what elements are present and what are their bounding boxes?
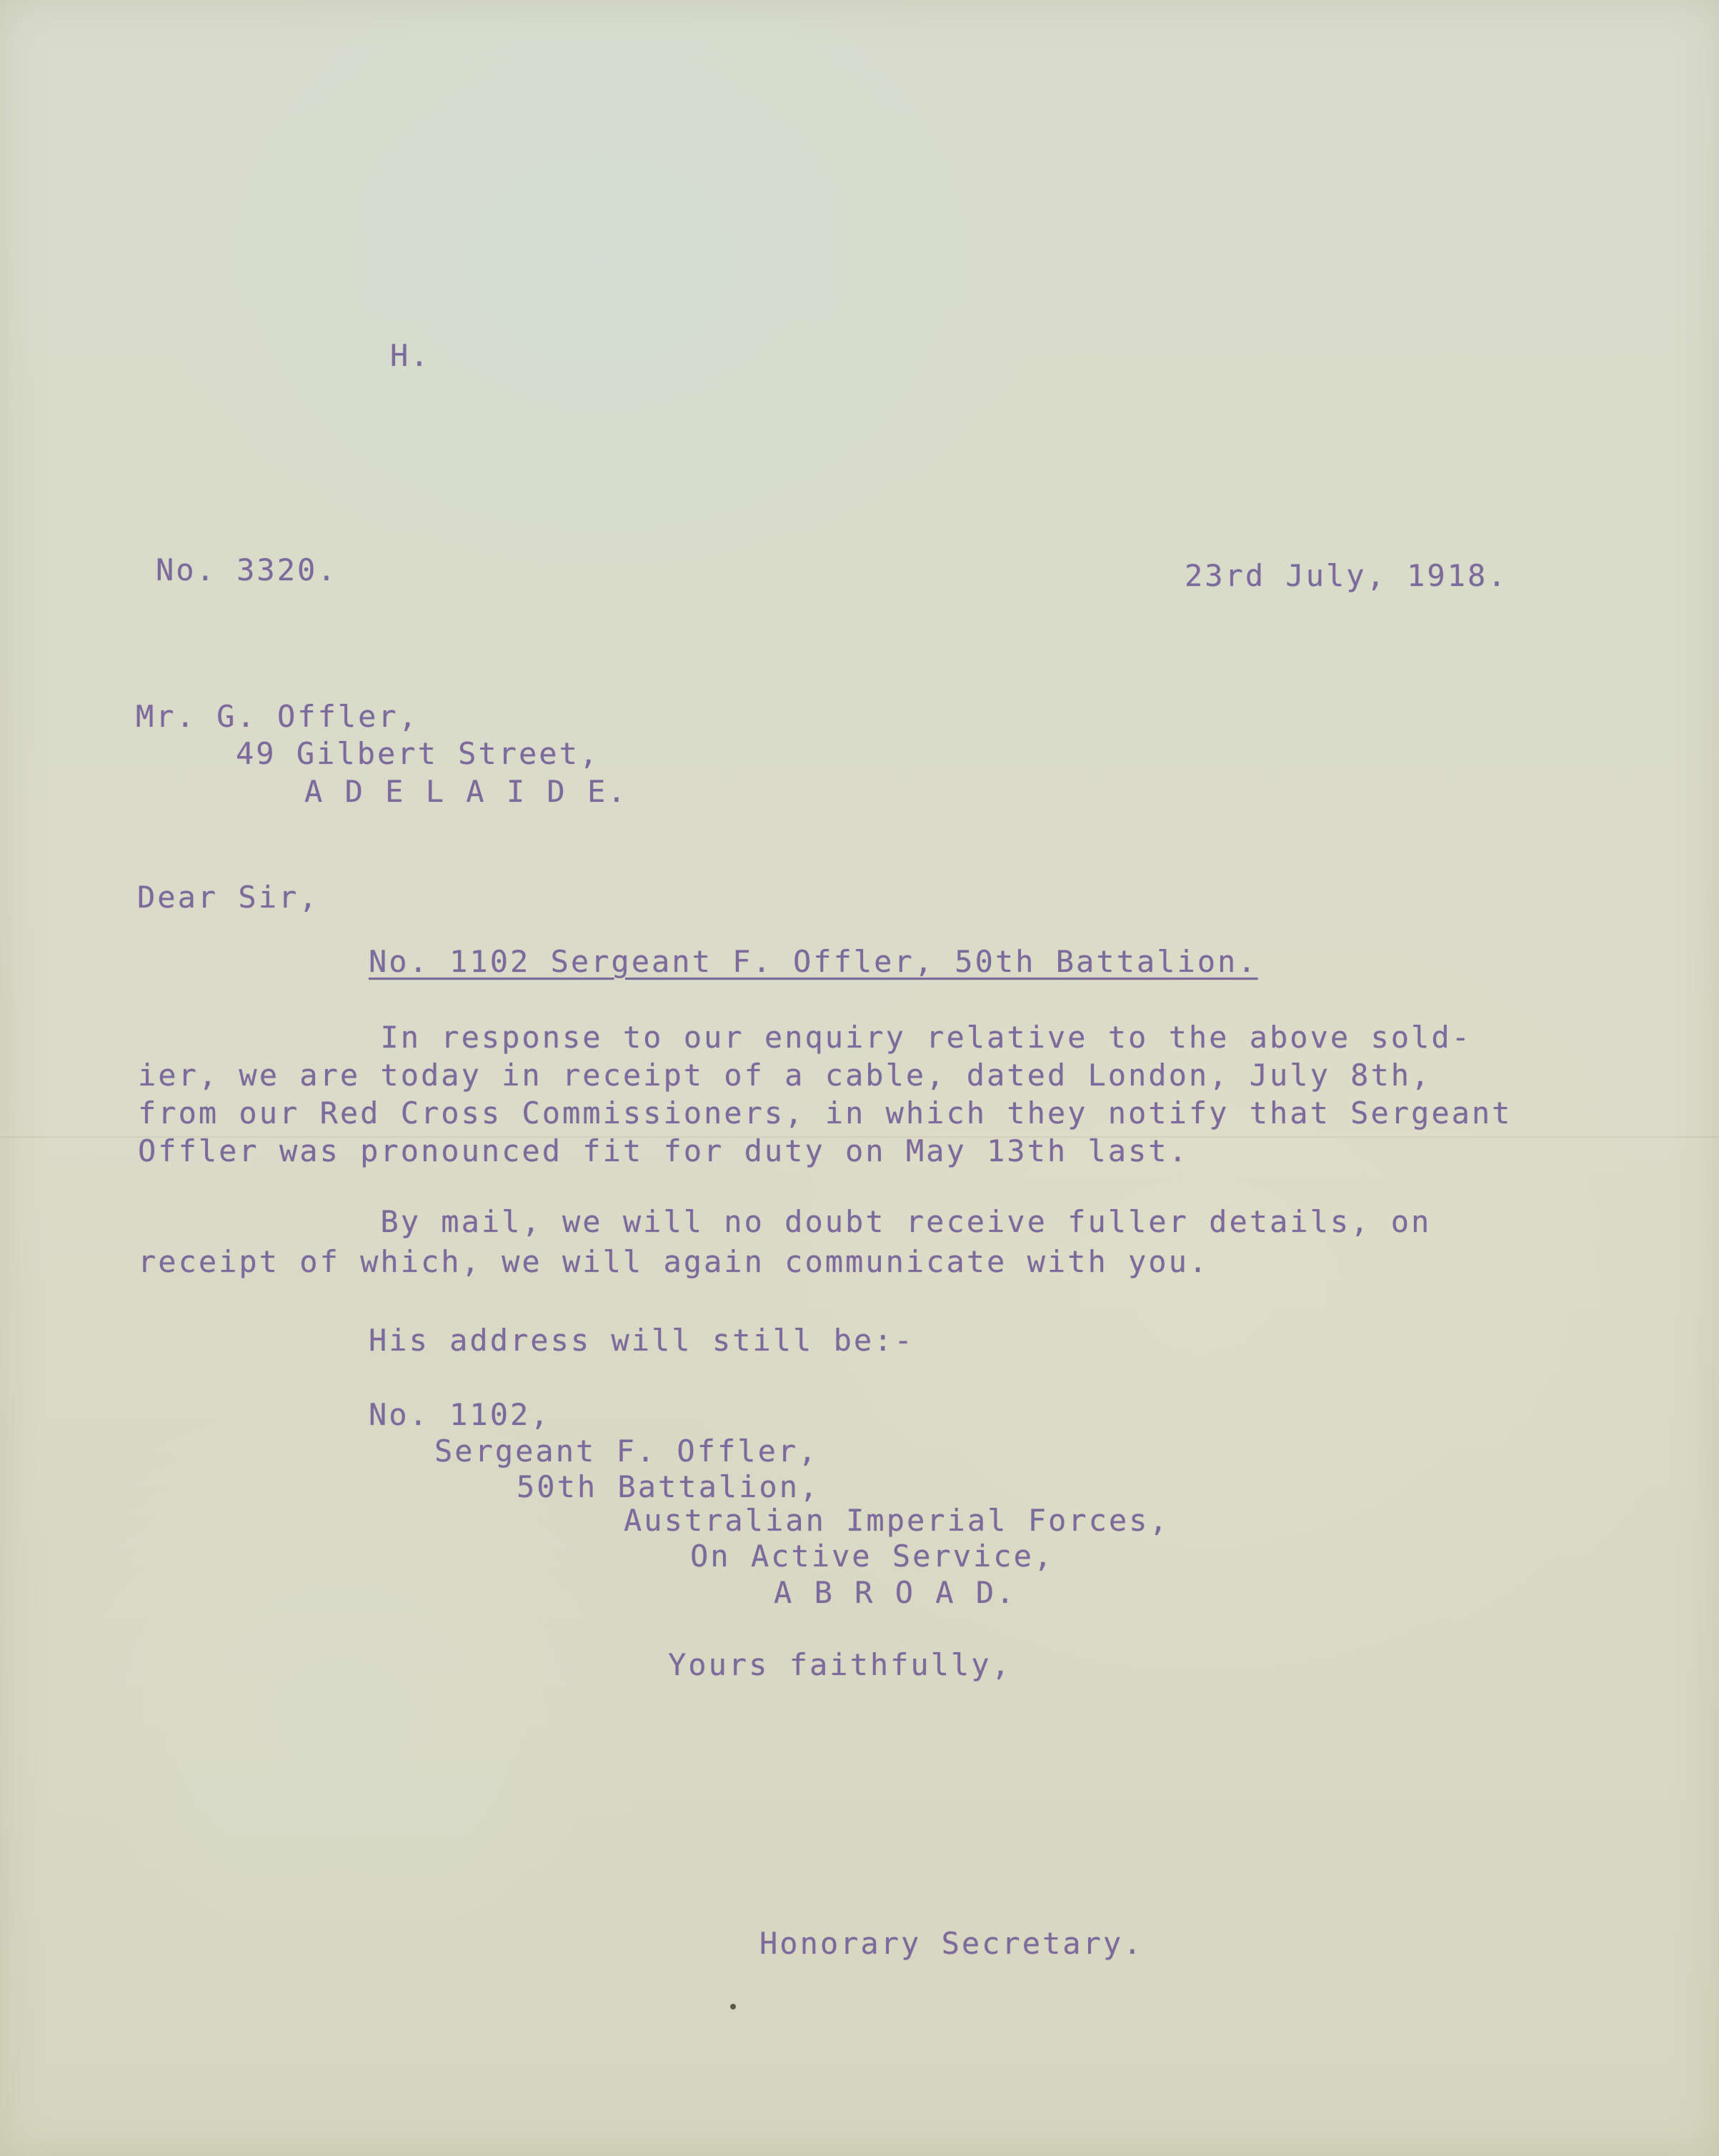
recipient-city: A D E L A I D E. [304, 774, 628, 809]
paragraph-line: receipt of which, we will again communicate with you. [138, 1244, 1210, 1279]
paragraph-line: By mail, we will no doubt receive fuller details, on [138, 1204, 1432, 1239]
paragraph-line: from our Red Cross Commissioners, in which they notify that Sergeant [138, 1096, 1513, 1131]
paragraph-line: In response to our enquiry relative to the above sold- [138, 1020, 1472, 1055]
paragraph-line: ier, we are today in receipt of a cable, dated London, July 8th, [138, 1058, 1432, 1093]
soldier-service: On Active Service, [690, 1539, 1055, 1574]
signatory-title: Honorary Secretary. [759, 1926, 1144, 1961]
soldier-rank-name: Sergeant F. Offler, [434, 1434, 819, 1469]
soldier-number: No. 1102, [369, 1397, 551, 1432]
recipient-name: Mr. G. Offler, [136, 699, 419, 734]
file-mark: H. [390, 338, 431, 373]
reference-number: No. 3320. [156, 552, 338, 587]
address-intro: His address will still be:- [369, 1323, 915, 1358]
subject-line: No. 1102 Sergeant F. Offler, 50th Battalion. [369, 944, 1258, 979]
paragraph-line: Offler was pronounced fit for duty on May 13th last. [138, 1133, 1189, 1168]
letter-date: 23rd July, 1918. [1185, 558, 1508, 593]
salutation: Dear Sir, [137, 880, 319, 915]
soldier-battalion: 50th Battalion, [517, 1469, 820, 1504]
soldier-force: Australian Imperial Forces, [624, 1503, 1170, 1538]
soldier-location: A B R O A D. [774, 1575, 1017, 1610]
ink-speck [730, 2004, 736, 2010]
recipient-street: 49 Gilbert Street, [236, 736, 600, 771]
closing: Yours faithfully, [668, 1647, 1012, 1682]
